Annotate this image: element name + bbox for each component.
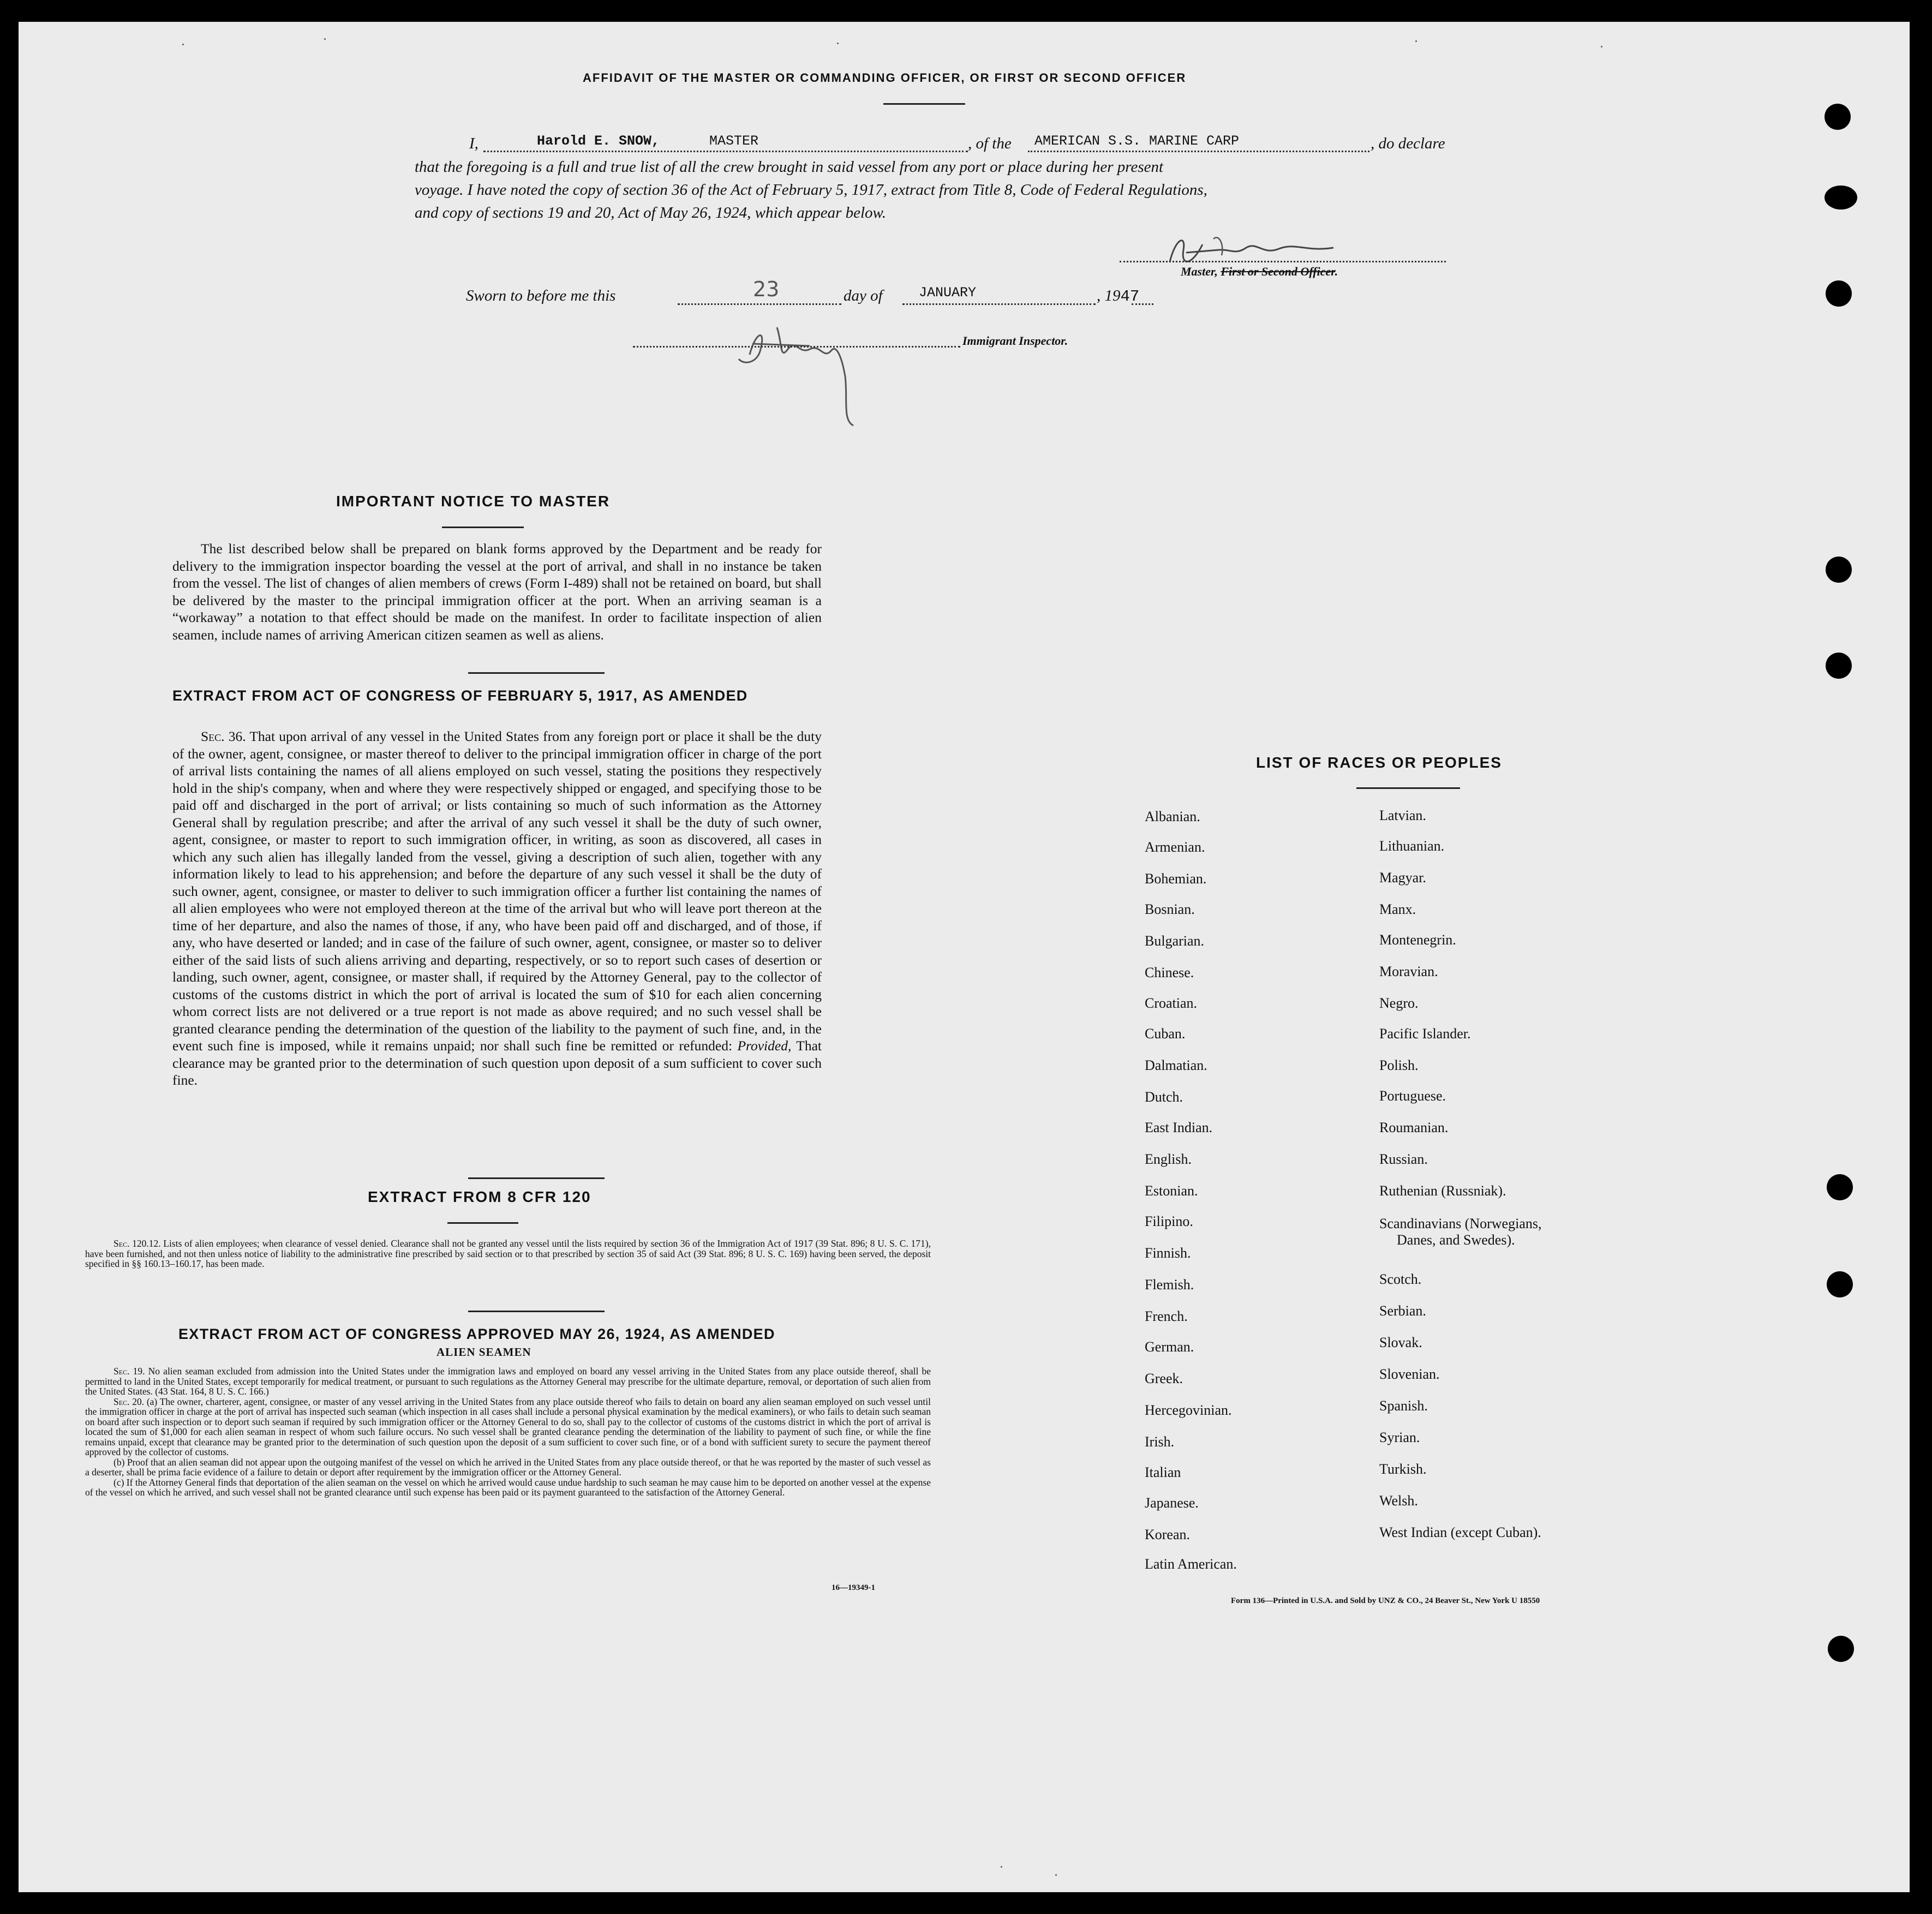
speck: [324, 38, 326, 40]
race-item: Russian.: [1379, 1151, 1428, 1167]
race-item: West Indian (except Cuban).: [1379, 1524, 1541, 1540]
speck: [1055, 1874, 1057, 1876]
affidavit-line-2: voyage. I have noted the copy of section 36 of the Act of February 5, 1917, extract from Title 8, Code of Federal Regulations,: [415, 181, 1207, 199]
day-of-label: day of: [844, 287, 883, 304]
master-name: Harold E. SNOW,: [537, 133, 660, 149]
divider: [1356, 787, 1460, 789]
extract-cfr-text: [85, 1239, 931, 1269]
speck: [1415, 40, 1417, 42]
notice-text: [172, 540, 822, 643]
extract-1924-text: [85, 1366, 931, 1498]
sec-19-label: Sec. 19.: [113, 1366, 145, 1377]
race-item: Japanese.: [1145, 1495, 1199, 1511]
signature-caption-master: Master,: [1181, 265, 1221, 278]
extract-cfr-heading: EXTRACT FROM 8 CFR 120: [368, 1188, 591, 1205]
sec-20b-body: (b) Proof that an alien seaman did not appear upon the outgoing manifest of the vessel on which he arrived in the United States from any place outside thereof, or that he was reported by the master of such vessel as a deserter, shall be prima facie evidence of a failure to detain or deport after requirement by the immigration officer or the Attorney General.: [85, 1456, 931, 1478]
punch-hole: [1827, 1174, 1853, 1200]
extract-1917-heading: EXTRACT FROM ACT OF CONGRESS OF FEBRUARY 5, 1917, AS AMENDED: [172, 687, 748, 704]
race-item: German.: [1145, 1339, 1194, 1355]
race-item: Latvian.: [1379, 808, 1426, 823]
race-item: Croatian.: [1145, 995, 1198, 1011]
race-item: Magyar.: [1379, 870, 1426, 886]
race-item: Moravian.: [1379, 964, 1438, 979]
form-code: 16—19349-1: [832, 1583, 875, 1592]
notice-heading: IMPORTANT NOTICE TO MASTER: [336, 493, 611, 510]
race-item: Ruthenian (Russniak).: [1379, 1183, 1506, 1199]
race-item: Syrian.: [1379, 1429, 1420, 1445]
speck: [182, 44, 184, 45]
of-the-label: , of the: [968, 135, 1012, 152]
sworn-month-line: [902, 303, 1096, 305]
race-item: French.: [1145, 1308, 1188, 1324]
race-item: Danes, and Swedes).: [1397, 1232, 1515, 1248]
signature-caption-end: .: [1335, 265, 1338, 278]
signature-caption-struck: First or Second Officer: [1221, 265, 1335, 278]
master-rank: MASTER: [709, 133, 759, 149]
sec-20-label: Sec. 20.: [113, 1396, 145, 1407]
sworn-month: JANUARY: [919, 285, 977, 301]
notice-body: The list described below shall be prepared on blank forms approved by the Department and be ready for delivery to the immigration inspector boarding the vessel at the port of arrival, and shall in no instance be taken from the vessel. The list of changes of alien members of crews (Form I-489) shall not be retained on board, but shall be delivered by the master to the principal immigration officer at the port. When an arriving seaman is a “workaway” a notation to that effect should be made on the manifest. In order to facilitate inspection of alien seamen, include names of arriving American citizen seamen as well as aliens.: [172, 541, 822, 643]
races-heading: LIST OF RACES OR PEOPLES: [1256, 754, 1502, 771]
punch-hole: [1825, 186, 1857, 210]
sec-20a-body: (a) The owner, charterer, agent, consignee, or master of any vessel arriving in the United States from any place outside thereof who fails to detain on board any alien seaman employed on such vessel until the immigration officer in charge at the port of arrival has inspected such seaman (which inspection in all cases shall include a personal physical examination by the medical examiners), or who fails to detain such seaman on board after such inspection or to deport such seaman if required by such immigration officer or the Attorney General to do so, shall pay to the collector of customs of the customs district in which the port of arrival is located the sum of $1,000 for each alien seaman in respect of whom such failure occurs. No such vessel shall be granted clearance pending the determination of the liability to payment of such fine, or while the fine remains unpaid, except that clearance may be granted prior to the determination of such question upon the deposit of a sum sufficient to cover such fine, or of a bond with sufficient surety to secure the payment thereof approved by the collector of customs.: [85, 1396, 931, 1457]
extract-1917-text: [172, 728, 822, 1089]
race-item: Negro.: [1379, 995, 1419, 1011]
sworn-year: [1097, 287, 1139, 306]
affidavit-line-1: that the foregoing is a full and true list of all the crew brought in said vessel from any port or place during her present: [415, 158, 1164, 176]
race-item: Korean.: [1145, 1527, 1191, 1542]
punch-hole: [1828, 1636, 1854, 1662]
sec-20b: [85, 1457, 931, 1478]
race-item: Albanian.: [1145, 809, 1200, 824]
punch-hole: [1826, 653, 1852, 679]
race-item: Polish.: [1379, 1057, 1419, 1073]
year-suffix: 47: [1120, 288, 1140, 306]
race-item: Welsh.: [1379, 1493, 1418, 1509]
race-item: Scandinavians (Norwegians,: [1379, 1216, 1542, 1231]
signature-line: [1120, 261, 1446, 262]
divider: [468, 672, 605, 674]
race-item: Bulgarian.: [1145, 933, 1205, 949]
inspector-signature: [728, 311, 892, 431]
sec-36-body: That upon arrival of any vessel in the United States from any foreign port or place it shall be the duty of the owner, agent, consignee, or master thereof to deliver to the principal immigration officer in charge of the port of arrival lists containing the names of all aliens employed on such vessel, stating the positions they respectively hold in the ship's company, when and where they were respectively shipped or engaged, and specifying those to be paid off and discharged in the port of arrival; or lists containing so much of such information as the Attorney General shall by regulation prescribe; and after the arrival of any such vessel it shall be the duty of such owner, agent, consignee, or master to report to such immigration officer, in writing, as soon as discovered, all cases in which any such alien has illegally landed from the vessel, giving a description of such alien, together with any information likely to lead to his apprehension; and before the departure of any such vessel it shall be the duty of such owner, agent, consignee, or master to deliver to such immigration officer a further list containing the names of all alien employees who were not employed thereon at the time of the arrival but who will leave port thereon at the time of her departure, and also the names of those, if any, who have been paid off and discharged, and of those, if any, who have deserted or landed; and in case of the failure of such owner, agent, consignee, or master so to deliver either of the said lists of such aliens arriving and departing, respectively, or so to report such cases of desertion or landing, such owner, agent, consignee, or master shall, if required by the Attorney General, pay to the collector of customs of the customs district in which the port of arrival is located the sum of $10 for each alien concerning whom correct lists are not delivered or a true report is not made as above required; and no such vessel shall be granted clearance pending the determination of the question of the liability to the payment of such fine, and, in the event such fine is imposed, while it remains unpaid; nor shall such fine be remitted or refunded:: [172, 728, 822, 1054]
race-item: East Indian.: [1145, 1120, 1213, 1135]
sec-19-body: No alien seaman excluded from admission into the United States under the immigration laws and employed on board any vessel arriving in the United States from any place outside thereof, shall be permitted to land in the United States, except temporarily for medical treatment, or pursuant to such regulations as the Attorney General may prescribe for the ultimate departure, removal, or deportation of such alien from the United States. (43 Stat. 164, 8 U. S. C. 166.): [85, 1366, 931, 1397]
speck: [1601, 46, 1602, 47]
document-page: [19, 22, 1910, 1892]
race-item: Latin American.: [1145, 1556, 1237, 1572]
punch-hole: [1826, 280, 1852, 307]
sec-20c-body: (c) If the Attorney General finds that deportation of the alien seaman on the vessel on which he arrived would cause undue hardship to such seaman he may cause him to be deported on another vessel at the expense of the vessel on which he arrived, and such vessel shall not be granted clearance until such expense has been paid or its payment guaranteed to the satisfaction of the Attorney General.: [85, 1476, 931, 1498]
race-item: Filipino.: [1145, 1213, 1193, 1229]
race-item: Portuguese.: [1379, 1088, 1446, 1104]
vessel-name: AMERICAN S.S. MARINE CARP: [1034, 133, 1240, 149]
race-item: Finnish.: [1145, 1245, 1191, 1261]
year-prefix: , 19: [1097, 287, 1121, 304]
speck: [837, 43, 839, 44]
signature-caption: [1181, 265, 1338, 279]
provided-word: Provided,: [737, 1038, 792, 1054]
sec-20a: [85, 1397, 931, 1457]
punch-hole: [1827, 1271, 1853, 1297]
race-item: Bosnian.: [1145, 901, 1195, 917]
race-item: Estonian.: [1145, 1183, 1198, 1199]
extract-1924-heading: EXTRACT FROM ACT OF CONGRESS APPROVED MAY 26, 1924, AS AMENDED: [178, 1326, 775, 1342]
do-declare-label: , do declare: [1371, 135, 1445, 152]
race-item: English.: [1145, 1151, 1192, 1167]
race-item: Flemish.: [1145, 1277, 1194, 1293]
race-item: Lithuanian.: [1379, 838, 1445, 854]
race-item: Hercegovinian.: [1145, 1402, 1232, 1418]
divider: [442, 527, 524, 528]
race-item: Serbian.: [1379, 1303, 1426, 1319]
affidavit-i-label: I,: [469, 135, 478, 152]
race-item: Italian: [1145, 1464, 1181, 1480]
sec-120-body: Lists of alien employees; when clearance of vessel denied. Clearance shall not be granted any vessel until the lists required by section 36 of the Immigration Act of 1917 (39 Stat. 896; 8 U. S. C. 171), have been furnished, and not then unless notice of liability to the administrative fine prescribed by said section or to that prescribed by section 35 of said Act (39 Stat. 896; 8 U. S. C. 169) having been served, the deposit specified in §§ 160.13–160.17, has been made.: [85, 1238, 931, 1269]
sworn-day: 23: [753, 277, 780, 301]
sworn-label: Sworn to before me this: [466, 287, 616, 304]
race-item: Slovenian.: [1379, 1366, 1440, 1382]
affidavit-title: AFFIDAVIT OF THE MASTER OR COMMANDING OFFICER, OR FIRST OR SECOND OFFICER: [583, 71, 1187, 85]
race-item: Chinese.: [1145, 965, 1194, 980]
sec-19: [85, 1366, 931, 1397]
sworn-day-line: [678, 303, 841, 305]
race-item: Pacific Islander.: [1379, 1026, 1471, 1042]
speck: [1001, 1866, 1002, 1868]
race-item: Bohemian.: [1145, 871, 1207, 887]
race-item: Montenegrin.: [1379, 932, 1456, 948]
race-item: Slovak.: [1379, 1335, 1422, 1350]
affidavit-line-3: and copy of sections 19 and 20, Act of May 26, 1924, which appear below.: [415, 204, 886, 222]
divider: [468, 1311, 605, 1312]
sec-120-label: Sec. 120.12.: [113, 1238, 161, 1249]
year-underline: [1132, 303, 1153, 305]
printer-line: Form 136—Printed in U.S.A. and Sold by UNZ & CO., 24 Beaver St., New York U 18550: [1231, 1596, 1540, 1605]
sec-36-label: Sec. 36.: [201, 728, 246, 744]
divider: [447, 1222, 518, 1224]
inspector-caption: Immigrant Inspector.: [962, 334, 1068, 348]
vessel-line: [1028, 151, 1369, 152]
inspector-line: [633, 346, 960, 348]
name-line: [483, 151, 968, 152]
sec-36-end: That clearance may be granted prior to the determination of such question upon deposit of a sum sufficient to cover such fine.: [172, 1038, 822, 1088]
race-item: Greek.: [1145, 1371, 1183, 1386]
race-item: Cuban.: [1145, 1026, 1186, 1042]
punch-hole: [1826, 557, 1852, 583]
punch-hole: [1825, 104, 1851, 130]
divider: [883, 103, 965, 105]
sec-20c: [85, 1478, 931, 1498]
race-item: Manx.: [1379, 901, 1416, 917]
race-item: Roumanian.: [1379, 1120, 1449, 1135]
race-item: Dutch.: [1145, 1089, 1183, 1105]
alien-seamen-subheading: ALIEN SEAMEN: [436, 1345, 531, 1359]
race-item: Spanish.: [1379, 1398, 1428, 1414]
race-item: Turkish.: [1379, 1461, 1427, 1477]
race-item: Irish.: [1145, 1434, 1175, 1450]
race-item: Scotch.: [1379, 1271, 1422, 1287]
divider: [468, 1177, 605, 1179]
race-item: Armenian.: [1145, 839, 1205, 855]
race-item: Dalmatian.: [1145, 1057, 1207, 1073]
